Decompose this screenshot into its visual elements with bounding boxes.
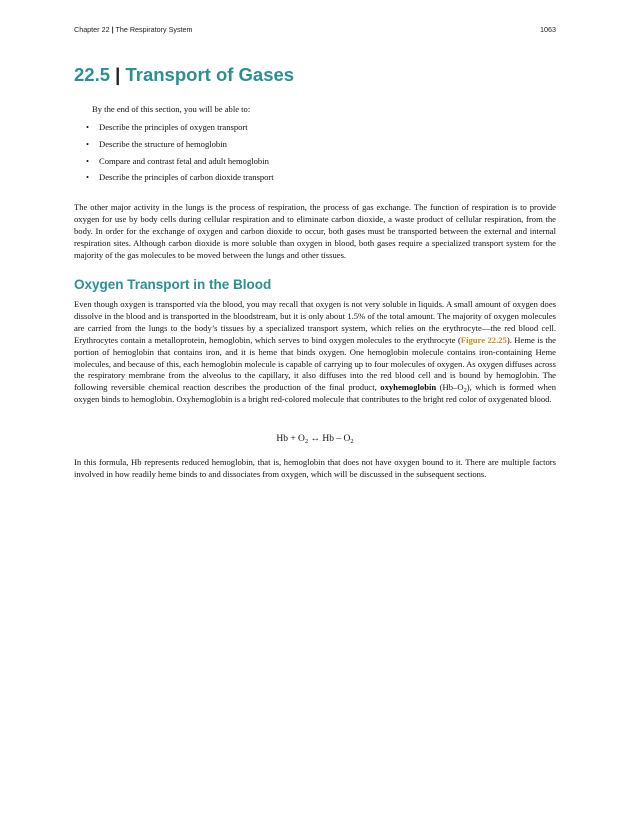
paragraph-text: ), which is formed when oxygen binds to hemoglobin. Oxyhemoglobin is a bright red-colored molecule that contributes to the bright red color of oxygenated blood. [74,382,556,405]
objective-item: • Compare and contrast fetal and adult hemoglobin [80,156,550,166]
paragraph-text: ). Heme is the portion of hemoglobin that contains iron, and it is heme that binds oxygen. One hemoglobin molecule contains iron-containing Heme molecules, and because of this, each hemoglobin molecule is capable of carrying up to four molecules of oxygen. As oxygen diffuses across the respiratory membrane from the alveolus to the capillary, it also diffuses into the red blood cell and is bound by hemoglobin. The following reversible chemical reaction describes the production of the final product, [74,334,556,393]
subscript: 2 [463,387,467,395]
key-term: oxyhemoglobin [380,382,437,393]
chapter-title: The Respiratory System [115,25,193,34]
objectives-list [80,122,550,182]
header-separator: | [111,25,114,34]
objective-item: • Describe the principles of carbon dioxide transport [80,172,550,182]
chemical-equation [0,434,630,445]
section-title [74,64,294,86]
section-number: 22.5 [74,64,111,85]
equation-right: Hb – O [322,434,351,444]
section-name: Transport of Gases [125,64,295,85]
intro-paragraph: The other major activity in the lungs is the process of respiration, the process of gas exchange. The function of respiration is to provide oxygen for use by body cells during cellular respiration and to eliminate carbon dioxide, a waste product of cellular respiration, from the body. In order for the exchange of oxygen and carbon dioxide to occur, both gases must be transported between the external and internal respiration sites. Although carbon dioxide is more soluble than oxygen in blood, both gases require a specialized transport system for the majority of the gas molecules to be moved between the lungs and other tissues. [74,202,556,260]
section-separator: | [115,64,121,85]
paragraph-text: Even though oxygen is transported via the blood, you may recall that oxygen is not very soluble in liquids. A small amount of oxygen does dissolve in the blood and is transported in the bloodstream, but it is only about 1.5% of the total amount. The majority of oxygen molecules are carried from the lungs to the body’s tissues by a specialized transport system, which relies on the erythrocyte—the red blood cell. Erythrocytes contain a metalloprotein, hemoglobin, which serves to bind oxygen molecules to the erythrocyte ( [74,299,556,345]
equation-subscript: 2 [350,438,354,445]
running-header [74,25,556,34]
chapter-number: Chapter 22 [74,25,110,34]
oxygen-transport-paragraph [74,299,556,406]
objectives-intro: By the end of this section, you will be able to: [92,104,251,114]
equation-arrow: ↔ [308,434,323,444]
subheading-oxygen-transport: Oxygen Transport in the Blood [74,277,272,292]
equation-left: Hb + O [276,434,305,444]
objective-item: • Describe the structure of hemoglobin [80,139,550,149]
equation-subscript: 2 [304,438,309,445]
chapter-label [74,25,193,34]
figure-link[interactable]: Figure 22.25 [460,334,507,345]
objective-item: • Describe the principles of oxygen transport [80,122,550,132]
learning-objectives [80,104,550,189]
page-number: 1063 [540,25,556,34]
formula-explanation-paragraph: In this formula, Hb represents reduced hemoglobin, that is, hemoglobin that does not have oxygen bound to it. There are multiple factors involved in how readily heme binds to and dissociates from oxygen, which will be discussed in the subsequent sections. [74,457,556,479]
paragraph-text: (Hb–O [436,382,464,393]
